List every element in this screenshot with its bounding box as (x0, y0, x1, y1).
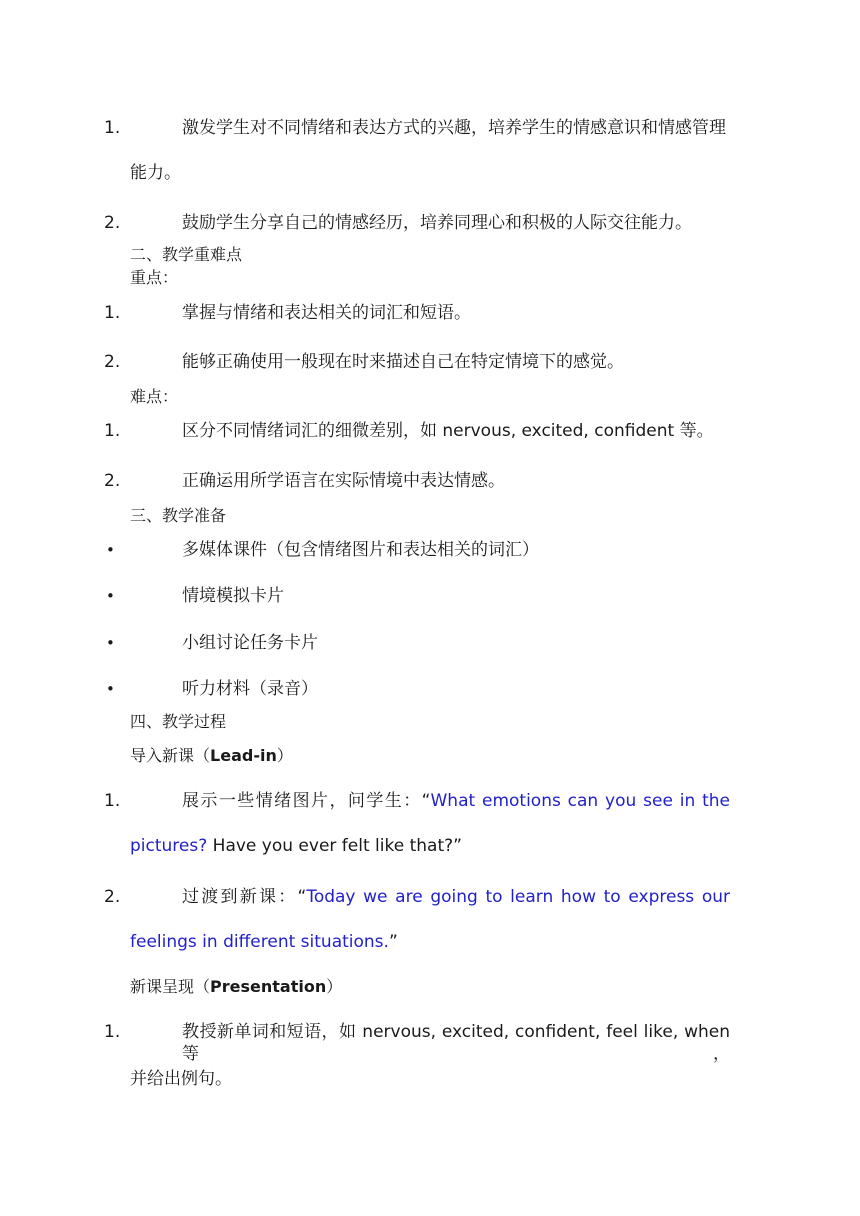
list-marker: 1. (104, 791, 121, 811)
leadin-quote-english: What emotions can you see in the (430, 791, 730, 811)
list-marker: 1. (104, 421, 121, 441)
difficult-points-label: 难点： (130, 387, 179, 406)
leadin-label-cn: 导入新课（ (130, 746, 211, 765)
leadin-prefix: 过渡到新课：“ (182, 887, 307, 907)
objective-text: 激发学生对不同情绪和表达方式的兴趣，培养学生的情感意识和情感管理 (182, 118, 726, 138)
key-points-label: 重点： (130, 268, 179, 287)
section-heading-preparation: 三、教学准备 (130, 506, 227, 525)
difficult-item-text: 正确运用所学语言在实际情境中表达情感。 (182, 471, 505, 491)
bullet-marker: • (106, 634, 115, 652)
leadin-quote-english-cont: pictures? (130, 836, 208, 856)
leadin-quote-rest: ” (388, 932, 398, 952)
leadin-item-text-continued (130, 931, 398, 953)
list-marker: 2. (104, 213, 121, 233)
objective-text: 鼓励学生分享自己的情感经历，培养同理心和积极的人际交往能力。 (182, 213, 692, 233)
presentation-item-text-continued: 并给出例句。 (130, 1069, 232, 1089)
list-marker: 1. (104, 118, 121, 138)
preparation-item-text: 多媒体课件（包含情绪图片和表达相关的词汇） (182, 540, 539, 560)
preparation-item-text: 小组讨论任务卡片 (182, 633, 318, 653)
preparation-item-text: 情境模拟卡片 (182, 586, 284, 606)
presentation-item-text: 教授新单词和短语，如 nervous, excited, confident, feel like, when 等， (182, 1022, 730, 1064)
list-marker: 2. (104, 352, 121, 372)
list-marker: 2. (104, 471, 121, 491)
list-marker: 1. (104, 1022, 121, 1042)
leadin-item-text (182, 790, 730, 812)
section-heading-key-difficult: 二、教学重难点 (130, 245, 243, 264)
leadin-prefix: 展示一些情绪图片，问学生：“ (182, 791, 431, 811)
leadin-item-text (182, 886, 730, 908)
list-marker: 2. (104, 887, 121, 907)
presentation-label-end: ） (326, 977, 343, 996)
leadin-label-end: ） (276, 746, 293, 765)
objective-text-continued: 能力。 (130, 163, 181, 183)
presentation-label-cn: 新课呈现（ (130, 977, 211, 996)
preparation-item-text: 听力材料（录音） (182, 679, 318, 699)
bullet-marker: • (106, 680, 115, 698)
section-heading-process: 四、教学过程 (130, 712, 227, 731)
presentation-label (130, 976, 342, 998)
bullet-marker: • (106, 587, 115, 605)
bullet-marker: • (106, 541, 115, 559)
leadin-label-en: Lead-in (210, 746, 277, 765)
key-item-text: 掌握与情绪和表达相关的词汇和短语。 (182, 303, 471, 323)
difficult-item-text: 区分不同情绪词汇的细微差别，如 nervous, excited, confident 等。 (182, 421, 714, 441)
leadin-quote-english-cont: feelings in different situations. (130, 932, 389, 952)
presentation-label-en: Presentation (210, 977, 327, 996)
leadin-item-text-continued (130, 835, 462, 857)
list-marker: 1. (104, 303, 121, 323)
key-item-text: 能够正确使用一般现在时来描述自己在特定情境下的感觉。 (182, 352, 624, 372)
leadin-quote-english: Today we are going to learn how to express our (306, 887, 730, 907)
leadin-quote-rest: Have you ever felt like that?” (207, 836, 462, 856)
leadin-label (130, 745, 293, 767)
